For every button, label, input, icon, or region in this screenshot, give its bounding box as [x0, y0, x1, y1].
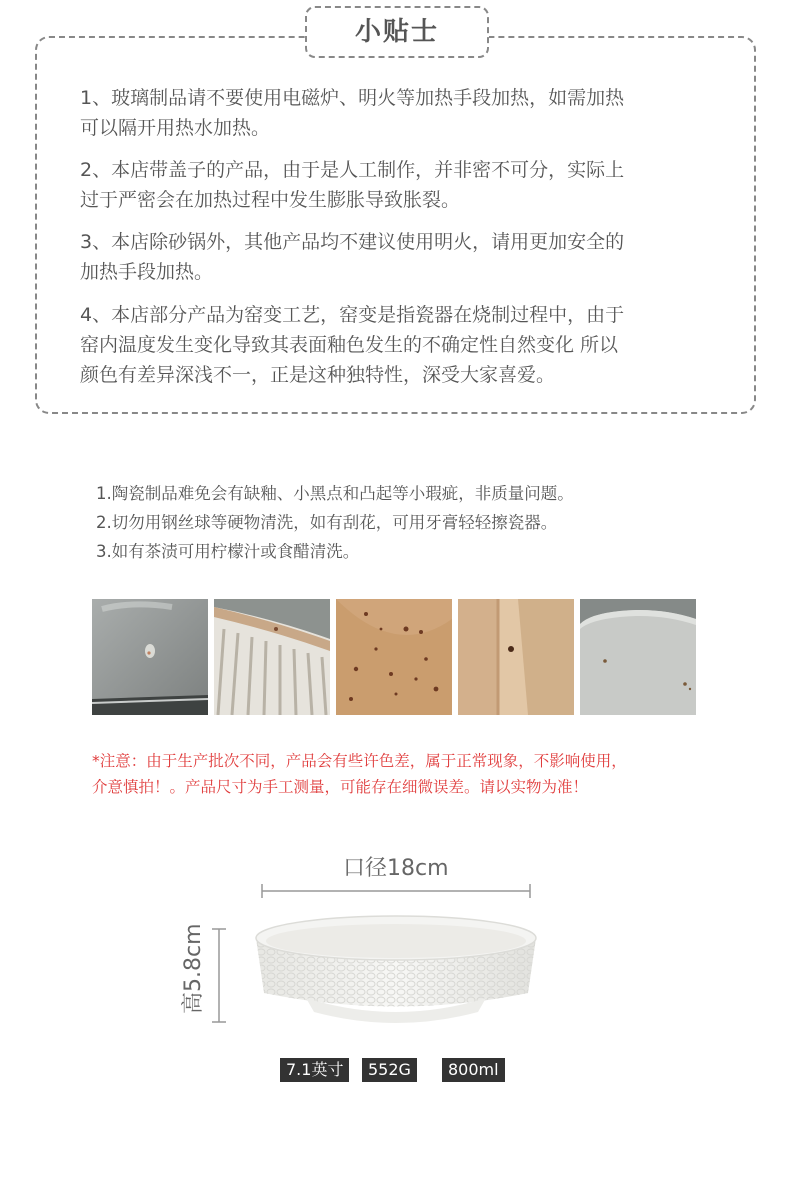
tip-line: 4、本店部分产品为窑变工艺，窑变是指瓷器在烧制过程中，由于 — [80, 304, 625, 326]
tip-line: 1、玻璃制品请不要使用电磁炉、明火等加热手段加热，如需加热 — [80, 87, 625, 109]
tip-line: 过于严密会在加热过程中发生膨胀导致胀裂。 — [80, 189, 461, 211]
tip-line: 颜色有差异深浅不一，正是这种独特性，深受大家喜爱。 — [80, 364, 556, 386]
size-tag: 7.1英寸 — [280, 1058, 349, 1082]
care-item-2: 2.切勿用钢丝球等硬物清洗，如有刮花，可用牙膏轻轻擦瓷器。 — [96, 513, 558, 532]
tip-line: 可以隔开用热水加热。 — [80, 117, 271, 139]
height-label — [180, 923, 208, 1014]
tip-line: 2、本店带盖子的产品，由于是人工制作，并非密不可分，实际上 — [80, 159, 625, 181]
care-item-1: 1.陶瓷制品难免会有缺釉、小黑点和凸起等小瑕疵，非质量问题。 — [96, 484, 574, 503]
height-value: 5.8cm — [181, 923, 206, 992]
notice-line-1: *注意：由于生产批次不同，产品会有些许色差，属于正常现象，不影响使用， — [92, 752, 627, 770]
tip-line: 加热手段加热。 — [80, 261, 214, 283]
tip-line: 窑内温度发生变化导致其表面釉色发生的不确定性自然变化 所以 — [80, 334, 619, 356]
care-item-3: 3.如有茶渍可用柠檬汁或食醋清洗。 — [96, 542, 360, 561]
diameter-label: 口径18cm — [343, 856, 449, 881]
capacity-tag: 800ml — [442, 1058, 505, 1082]
weight-tag: 552G — [362, 1058, 417, 1082]
height-char: 高 — [181, 991, 206, 1014]
notice-line-2: 介意慎拍！。产品尺寸为手工测量，可能存在细微误差。请以实物为准！ — [92, 778, 589, 796]
tips-title: 小贴士 — [305, 6, 489, 58]
bowl-image — [246, 908, 546, 1033]
tip-line: 3、本店除砂锅外，其他产品均不建议使用明火，请用更加安全的 — [80, 231, 625, 253]
